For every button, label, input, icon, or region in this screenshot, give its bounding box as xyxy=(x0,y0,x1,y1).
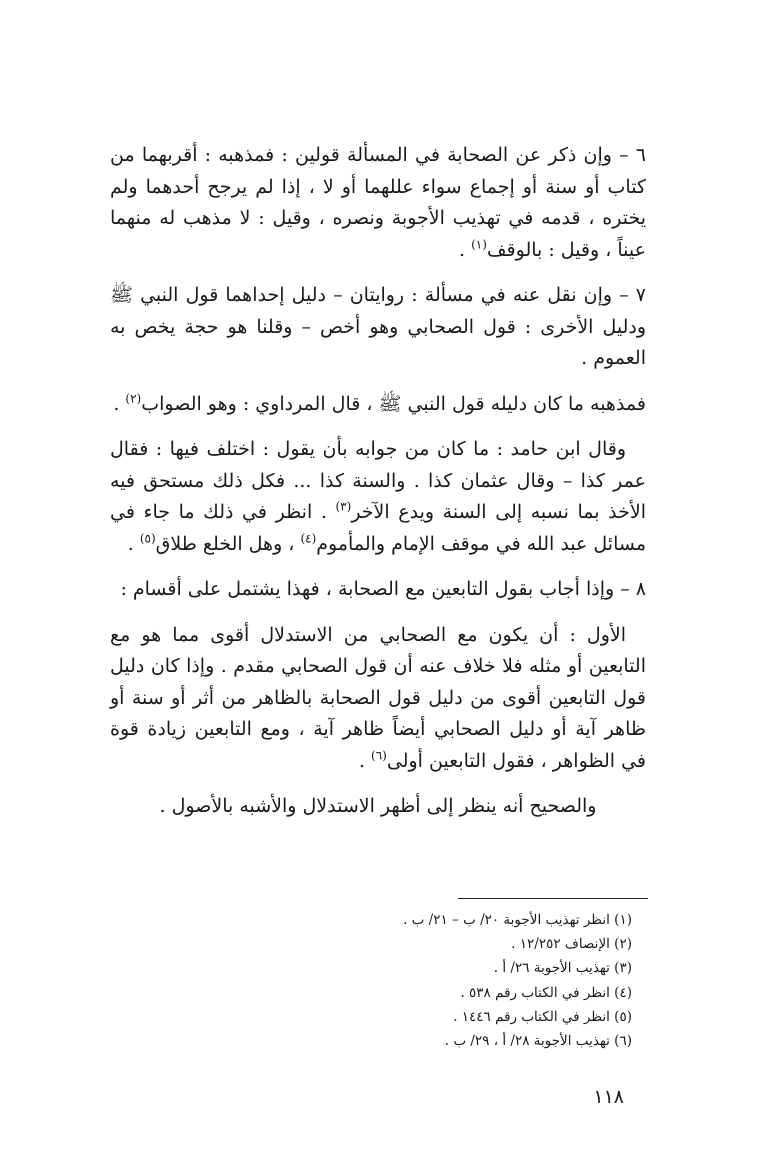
footnote-ref-2: (٢) xyxy=(125,391,142,406)
footnote-6: (٦) تهذيب الأجوبة ٢٨/ أ ، ٢٩/ ب . xyxy=(444,1033,632,1050)
paragraph-ibn-hamid: وقال ابن حامد : ما كان من جوابه بأن يقول : اختلف فيها : فقال عمر كذا – وقال عثمان كذا . والسنة كذا ... فكل ذلك مستحق فيه الأخذ بما نسبه إلى السنة ويدع الآخر$^{(٣)}$ . انظر في ذلك ما جاء في مسائل عبد الله في موقف الإمام والمأموم$^{(٤)}$ ، وهل الخلع طلاق$^{(٥)}$ . xyxy=(110,438,646,555)
footnote-5: (٥) انظر في الكتاب رقم ١٤٤٦ . xyxy=(453,1008,632,1025)
paragraph-8-first: الأول : أن يكون مع الصحابي من الاستدلال أقوى مما هو مع التابعين أو مثله فلا خلاف عنه أن قول الصحابي مقدم . وإذا كان دليل قول التابعين أقوى من دليل قول الصحابة بالظاهر من أثر أو سنة أو ظاهر آية أو دليل الصحابي أيضاً ظاهر آية ، ومع التابعين زيادة قوة في الظواهر ، فقول التابعين أولى$^{(٦)}$ . xyxy=(110,623,646,772)
footnote-ref-6: (٦) xyxy=(371,748,387,763)
paragraph-7-ruling: فمذهبه ما كان دليله قول النبي ﷺ ، قال المرداوي : وهو الصواب$^{(٢)}$ . xyxy=(113,391,646,415)
main-text xyxy=(110,140,646,837)
footnote-4: (٤) انظر في الكتاب رقم ٥٣٨ . xyxy=(460,984,632,1001)
paragraph-6: ٦ – وإن ذكر عن الصحابة في المسألة قولين : فمذهبه : أقربهما من كتاب أو سنة أو إجماع سواء عللهما أو لا ، إذا لم يرجح أحدهما ولم يختره ، قدمه في تهذيب الأجوبة ونصره ، وقيل : لا مذهب له منهما عيناً ، وقيل : بالوقف$^{(١)}$ . xyxy=(110,144,646,261)
footnote-ref-5: (٥) xyxy=(139,531,156,546)
page-number: ١١٨ xyxy=(593,1086,624,1108)
footnote-divider xyxy=(458,898,648,899)
footnotes xyxy=(212,908,632,1053)
paragraph-7: ٧ – وإن نقل عنه في مسألة : روايتان – دليل إحداهما قول النبي ﷺ ودليل الأخرى : قول الصحابي وهو أخص – وقلنا هو حجة يخص به العموم . xyxy=(110,284,646,369)
footnote-1: (١) انظر تهذيب الأجوبة ٢٠/ ب – ٢١/ ب . xyxy=(403,912,632,928)
footnote-2: (٢) الإنصاف ١٢/٢٥٢ . xyxy=(511,936,632,953)
footnote-ref-3: (٣) xyxy=(335,499,352,514)
footnote-3: (٣) تهذيب الأجوبة ٢٦/ أ . xyxy=(493,960,632,977)
footnote-ref-1: (١) xyxy=(471,237,487,252)
paragraph-8: ٨ – وإذا أجاب بقول التابعين مع الصحابة ، فهذا يشتمل على أقسام : xyxy=(120,578,646,600)
paragraph-8-correct: والصحيح أنه ينظر إلى أظهر الاستدلال والأشبه بالأصول . xyxy=(159,795,597,817)
footnote-ref-4: (٤) xyxy=(300,531,317,546)
